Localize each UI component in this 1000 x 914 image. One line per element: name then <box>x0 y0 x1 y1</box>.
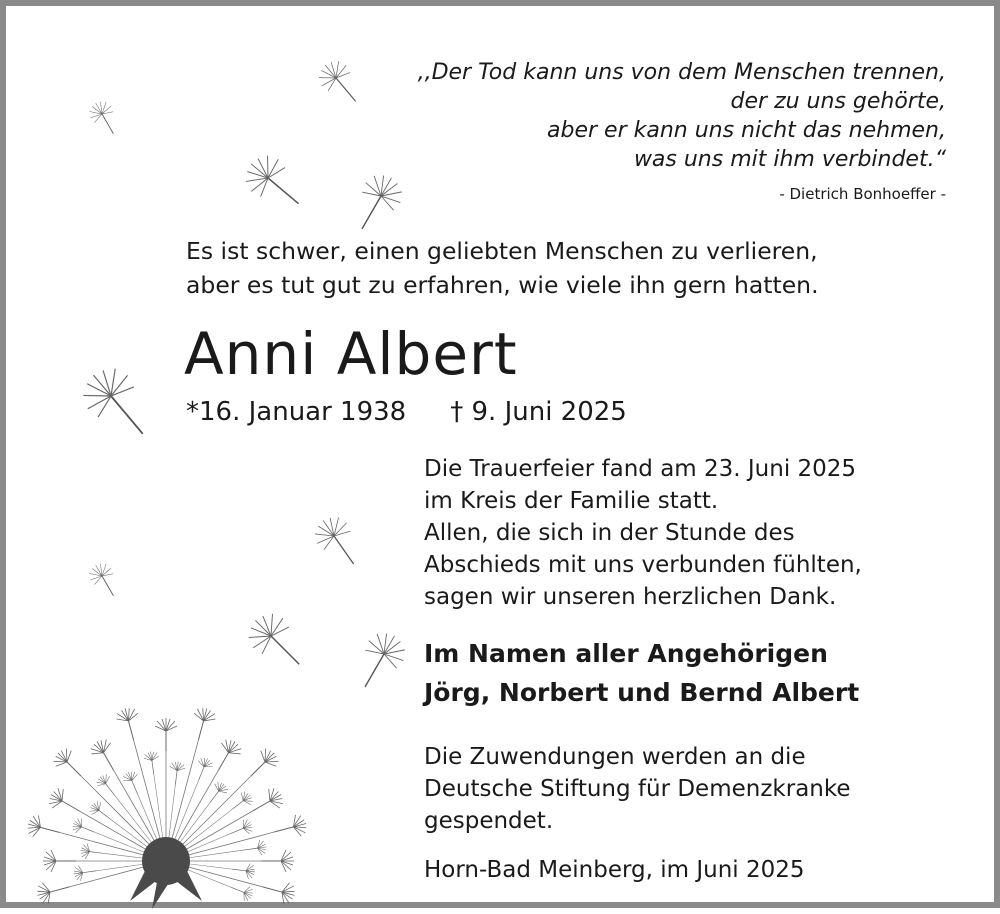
birth-date: *16. Januar 1938 <box>186 397 407 427</box>
family-signature <box>424 634 859 712</box>
life-dates <box>186 392 627 432</box>
place-date: Horn-Bad Meinberg, im Juni 2025 <box>424 857 805 883</box>
quote <box>418 58 946 174</box>
dandelion-seed-icon <box>313 55 368 112</box>
dandelion-seed-icon <box>348 626 412 697</box>
service-line: Abschieds mit uns verbunden fühlten, <box>424 552 862 578</box>
dandelion-seed-icon <box>85 559 123 602</box>
donation-line: Deutsche Stiftung für Demenzkranke <box>424 776 851 802</box>
intro-text <box>186 234 819 302</box>
service-line: Die Trauerfeier fand am 23. Juni 2025 <box>424 456 857 482</box>
service-line: sagen wir unseren herzlichen Dank. <box>424 584 837 610</box>
service-line: Allen, die sich in der Stunde des <box>424 520 795 546</box>
quote-line: der zu uns gehörte, <box>730 89 946 114</box>
intro-line: Es ist schwer, einen geliebten Menschen zu verlieren, <box>186 237 818 265</box>
dandelion-icon <box>25 706 309 909</box>
family-line: Jörg, Norbert und Bernd Albert <box>424 678 860 707</box>
intro-line: aber es tut gut zu erfahren, wie viele ihn gern hatten. <box>186 271 819 299</box>
dandelion-seed-icon <box>345 168 409 239</box>
family-line: Im Namen aller Angehörigen <box>424 639 828 668</box>
dandelion-seed-icon <box>308 510 368 574</box>
quote-line: was uns mit ihm verbindet.“ <box>633 147 946 172</box>
deceased-name: Anni Albert <box>184 320 518 388</box>
dandelion-seed-icon <box>238 148 312 220</box>
service-line: im Kreis der Familie statt. <box>424 488 719 514</box>
death-date: † 9. Juni 2025 <box>450 397 627 427</box>
donation-line: Die Zuwendungen werden an die <box>424 744 806 770</box>
quote-line: aber er kann uns nicht das nehmen, <box>547 118 946 143</box>
donation-line: gespendet. <box>424 808 554 834</box>
dandelion-seed-icon <box>241 606 315 680</box>
dandelion-seed-icon <box>85 97 123 140</box>
dandelion-seed-icon <box>74 358 163 450</box>
donation-text <box>424 741 851 837</box>
quote-line: ,,Der Tod kann uns von dem Menschen trennen, <box>417 60 946 85</box>
service-text <box>424 453 862 613</box>
quote-author: - Dietrich Bonhoeffer - <box>779 185 946 203</box>
